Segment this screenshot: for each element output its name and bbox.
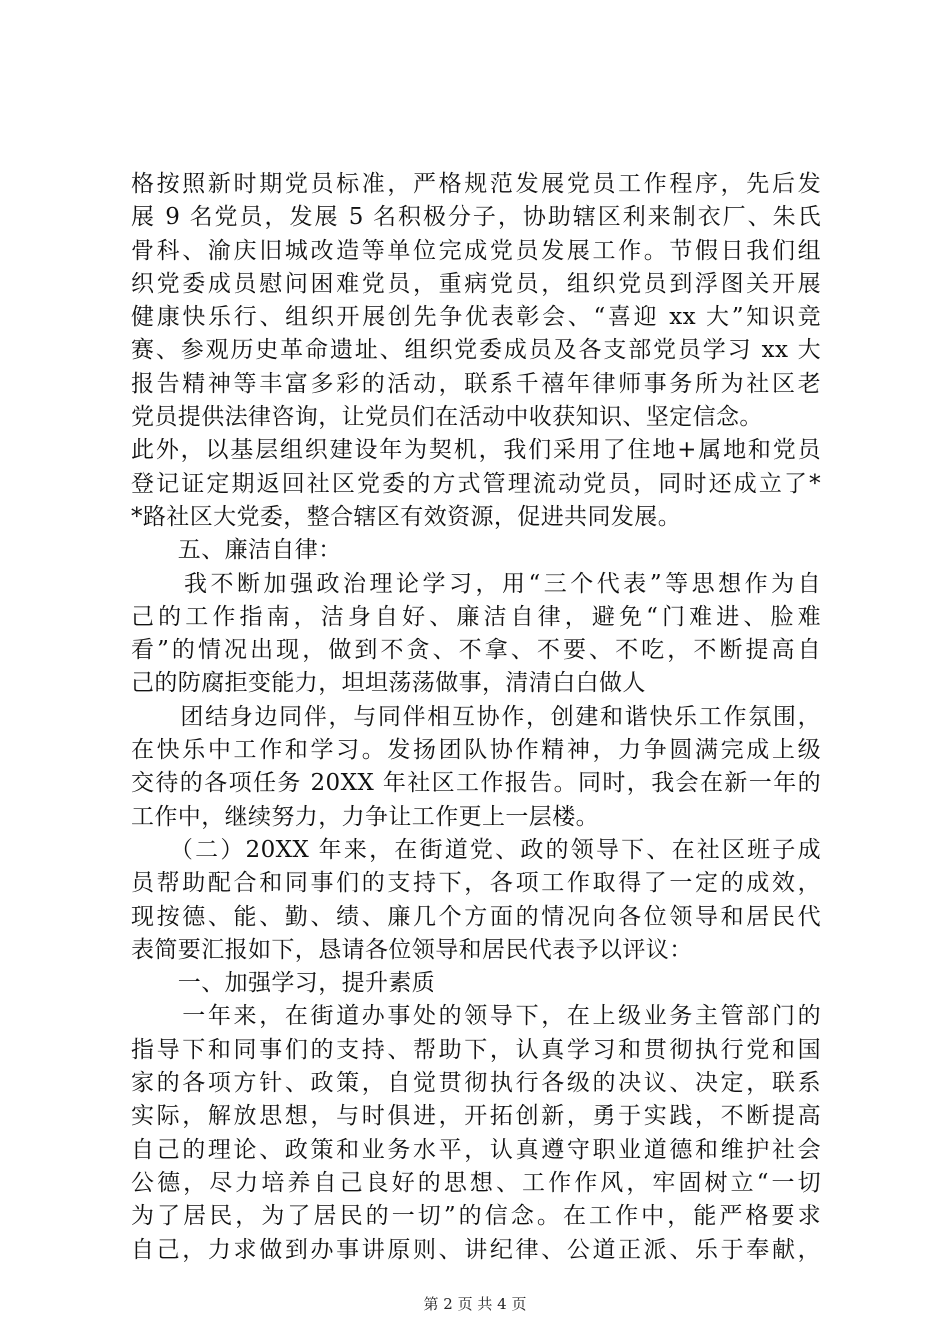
text-line: （二）20XX 年来，在街道党、政的领导下、在社区班子成	[131, 836, 821, 863]
text-line: 党员提供法律咨询，让党员们在活动中收获知识、坚定信念。	[131, 404, 763, 431]
text-line: 交待的各项任务 20XX 年社区工作报告。同时，我会在新一年的	[131, 770, 821, 797]
text-line: 格按照新时期党员标准，严格规范发展党员工作程序，先后发	[131, 171, 821, 197]
text-line: 公德，尽力培养自己良好的思想、工作作风，牢固树立“一切	[131, 1169, 821, 1196]
text-line: 工作中，继续努力，力争让工作更上一层楼。	[131, 803, 599, 830]
text-line: 员帮助配合和同事们的支持下，各项工作取得了一定的成效，	[131, 870, 821, 897]
text-line: 自己，力求做到办事讲原则、讲纪律、公道正派、乐于奉献，	[131, 1236, 821, 1263]
text-line: 表简要汇报如下，恳请各位领导和居民代表予以评议：	[131, 936, 693, 963]
text-line: 实际，解放思想，与时俱进，开拓创新，勇于实践，不断提高	[131, 1103, 821, 1130]
text-line: 我不断加强政治理论学习，用“三个代表”等思想作为自	[131, 570, 821, 597]
text-line: 看”的情况出现，做到不贪、不拿、不要、不吃，不断提高自	[131, 637, 821, 664]
text-line: 登记证定期返回社区党委的方式管理流动党员，同时还成立了*	[131, 470, 821, 497]
text-line: 织党委成员慰问困难党员，重病党员，组织党员到浮图关开展	[131, 270, 821, 297]
text-line: *路社区大党委，整合辖区有效资源，促进共同发展。	[131, 503, 682, 530]
text-line: 一、加强学习，提升素质	[131, 970, 436, 997]
text-line: 赛、参观历史革命遗址、组织党委成员及各支部党员学习 xx 大	[131, 337, 821, 364]
text-line: 自己的理论、政策和业务水平，认真遵守职业道德和维护社会	[131, 1136, 821, 1163]
text-line: 展 9 名党员，发展 5 名积极分子，协助辖区利来制衣厂、朱氏	[131, 204, 821, 231]
text-line: 报告精神等丰富多彩的活动，联系千禧年律师事务所为社区老	[131, 370, 821, 397]
text-line: 为了居民，为了居民的一切”的信念。在工作中，能严格要求	[131, 1203, 821, 1230]
text-line: 一年来，在街道办事处的领导下，在上级业务主管部门的	[131, 1003, 821, 1030]
text-line: 家的各项方针、政策，自觉贯彻执行各级的决议、决定，联系	[131, 1070, 821, 1097]
text-line: 在快乐中工作和学习。发扬团队协作精神，力争圆满完成上级	[131, 737, 821, 764]
text-line: 骨科、渝庆旧城改造等单位完成党员发展工作。节假日我们组	[131, 237, 821, 264]
text-line: 五、廉洁自律：	[131, 537, 342, 564]
body-text	[131, 168, 821, 1267]
text-line: 团结身边同伴，与同伴相互协作，创建和谐快乐工作氛围，	[131, 703, 821, 730]
text-line: 指导下和同事们的支持、帮助下，认真学习和贯彻执行党和国	[131, 1036, 821, 1063]
text-line: 己的防腐拒变能力，坦坦荡荡做事，清清白白做人	[131, 670, 646, 697]
text-line: 己的工作指南，洁身自好、廉洁自律，避免“门难进、脸难	[131, 603, 821, 630]
text-line: 健康快乐行、组织开展创先争优表彰会、“喜迎 xx 大”知识竞	[131, 304, 821, 331]
text-line: 此外，以基层组织建设年为契机，我们采用了住地+属地和党员	[131, 437, 821, 464]
text-line: 现按德、能、勤、绩、廉几个方面的情况向各位领导和居民代	[131, 903, 821, 930]
page-number-footer: 第 2 页 共 4 页	[423, 1295, 527, 1313]
